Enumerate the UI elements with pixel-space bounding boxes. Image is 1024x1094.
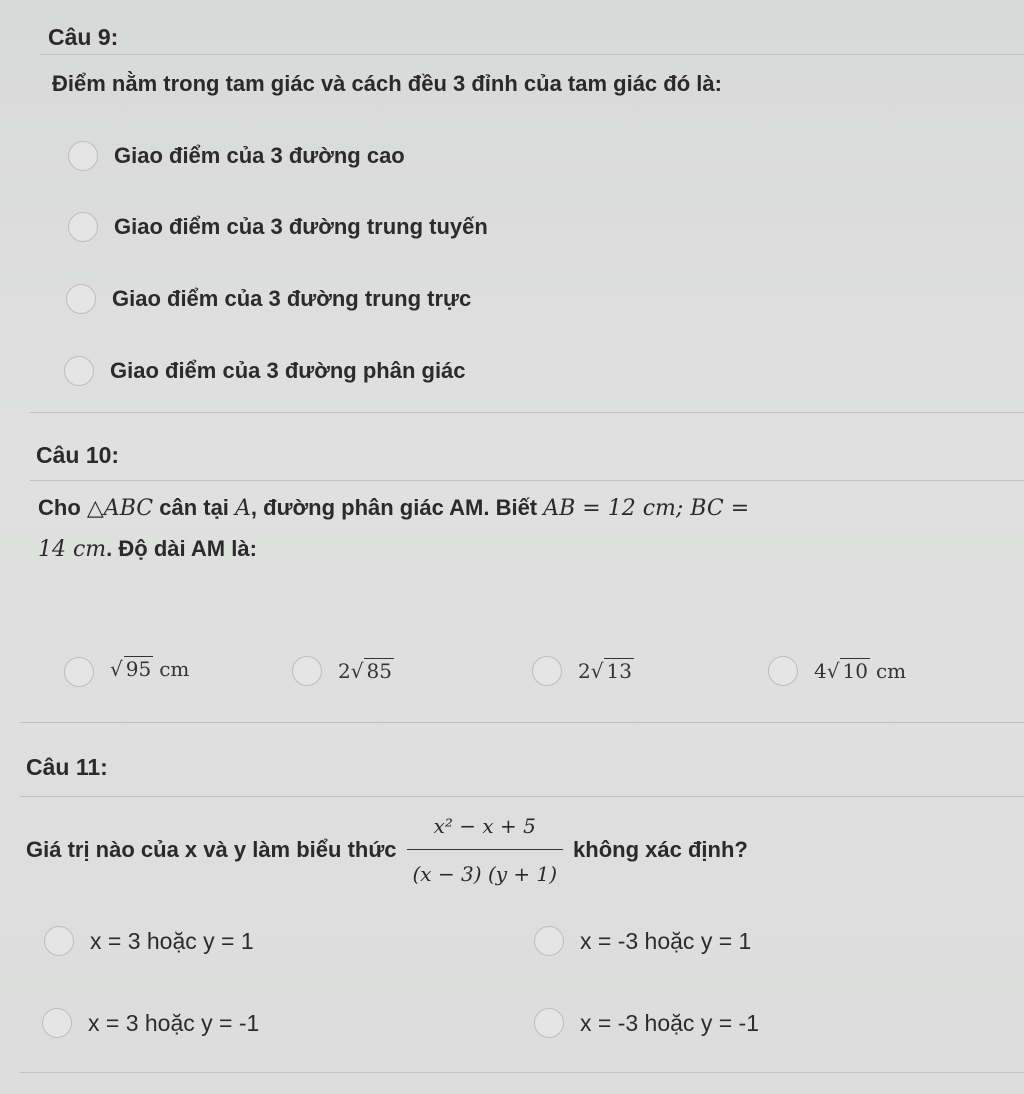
prompt-line-1 [38,488,1008,529]
radio-button[interactable] [66,284,96,314]
radicand: 85 [366,659,392,683]
q9-option-4[interactable] [64,356,466,386]
unit: cm [159,657,190,681]
given-bc: 14 cm [38,537,107,562]
coefficient: 4 [814,659,827,683]
divider [20,1072,1024,1073]
option-label: x = 3 hoặc y = -1 [88,1009,260,1036]
option-label: Giao điểm của 3 đường cao [114,143,405,168]
prompt-text: . Độ dài AM là: [106,536,257,561]
radio-button[interactable] [534,1008,564,1038]
prompt-text: cân tại [153,495,236,520]
option-label: x = -3 hoặc y = -1 [580,1009,759,1036]
radio-button[interactable] [768,656,798,686]
radio-button[interactable] [532,656,562,686]
sqrt-icon: √ [350,659,364,683]
q9-option-3[interactable] [66,284,471,314]
unit: cm [875,659,907,683]
q10-option-4[interactable] [768,656,906,686]
given-lengths: AB = 12 cm; BC = [543,496,750,521]
question-9-title: Câu 9: [48,24,119,50]
radicand: 10 [842,659,868,683]
q10-option-2[interactable] [292,656,394,686]
question-11-prompt [26,806,748,894]
q9-option-1[interactable] [68,141,405,171]
q9-option-2[interactable] [68,212,488,242]
option-label: Giao điểm của 3 đường trung tuyến [114,214,488,239]
prompt-text: , đường phân giác AM. Biết [250,495,544,520]
option-label: Giao điểm của 3 đường trung trực [112,286,472,311]
q11-option-1[interactable] [44,926,254,956]
divider [20,796,1024,797]
option-label [578,658,634,684]
q10-option-3[interactable] [532,656,634,686]
prompt-text: Cho [38,495,87,520]
triangle-abc: △ABC [86,496,154,521]
prompt-text: không xác định? [573,837,748,862]
q10-option-1[interactable] [64,656,189,687]
question-9-prompt: Điểm nằm trong tam giác và cách đều 3 đỉnh của tam giác đó là: [52,71,722,96]
radicand: 95 [125,657,152,681]
radio-button[interactable] [64,356,94,386]
divider [30,480,1024,481]
divider [40,54,1024,55]
fraction-numerator: x² − x + 5 [433,814,536,838]
sqrt-expression [110,656,189,681]
prompt-line-2 [38,529,1008,570]
q11-option-4[interactable] [534,1008,759,1038]
sqrt-expression [578,658,634,683]
question-10-prompt [38,488,1008,570]
vertex-a: A [235,496,251,521]
coefficient: 2 [338,659,351,683]
question-10-title: Câu 10: [36,442,120,468]
radio-button[interactable] [534,926,564,956]
radio-button[interactable] [64,657,94,687]
radio-button[interactable] [44,926,74,956]
option-label: x = 3 hoặc y = 1 [90,927,254,954]
radio-button[interactable] [68,141,98,171]
divider [30,412,1024,413]
sqrt-icon: √ [590,659,604,683]
radio-button[interactable] [68,212,98,242]
q11-option-2[interactable] [534,926,751,956]
radicand: 13 [606,659,632,683]
question-11-title: Câu 11: [26,754,108,780]
option-label: Giao điểm của 3 đường phân giác [110,358,466,383]
divider [20,722,1024,723]
sqrt-icon: √ [826,659,840,683]
sqrt-expression [814,658,906,683]
option-label [338,658,394,684]
fraction-expression [407,806,564,894]
fraction-denominator: (x − 3) (y + 1) [407,849,564,894]
option-label: x = -3 hoặc y = 1 [580,927,752,954]
option-label [814,658,906,684]
sqrt-expression [338,658,394,683]
prompt-text: Giá trị nào của x và y làm biểu thức [26,837,397,862]
sqrt-icon: √ [110,657,123,681]
option-label [110,656,189,687]
radio-button[interactable] [292,656,322,686]
q11-option-3[interactable] [42,1008,259,1038]
coefficient: 2 [578,659,591,683]
radio-button[interactable] [42,1008,72,1038]
